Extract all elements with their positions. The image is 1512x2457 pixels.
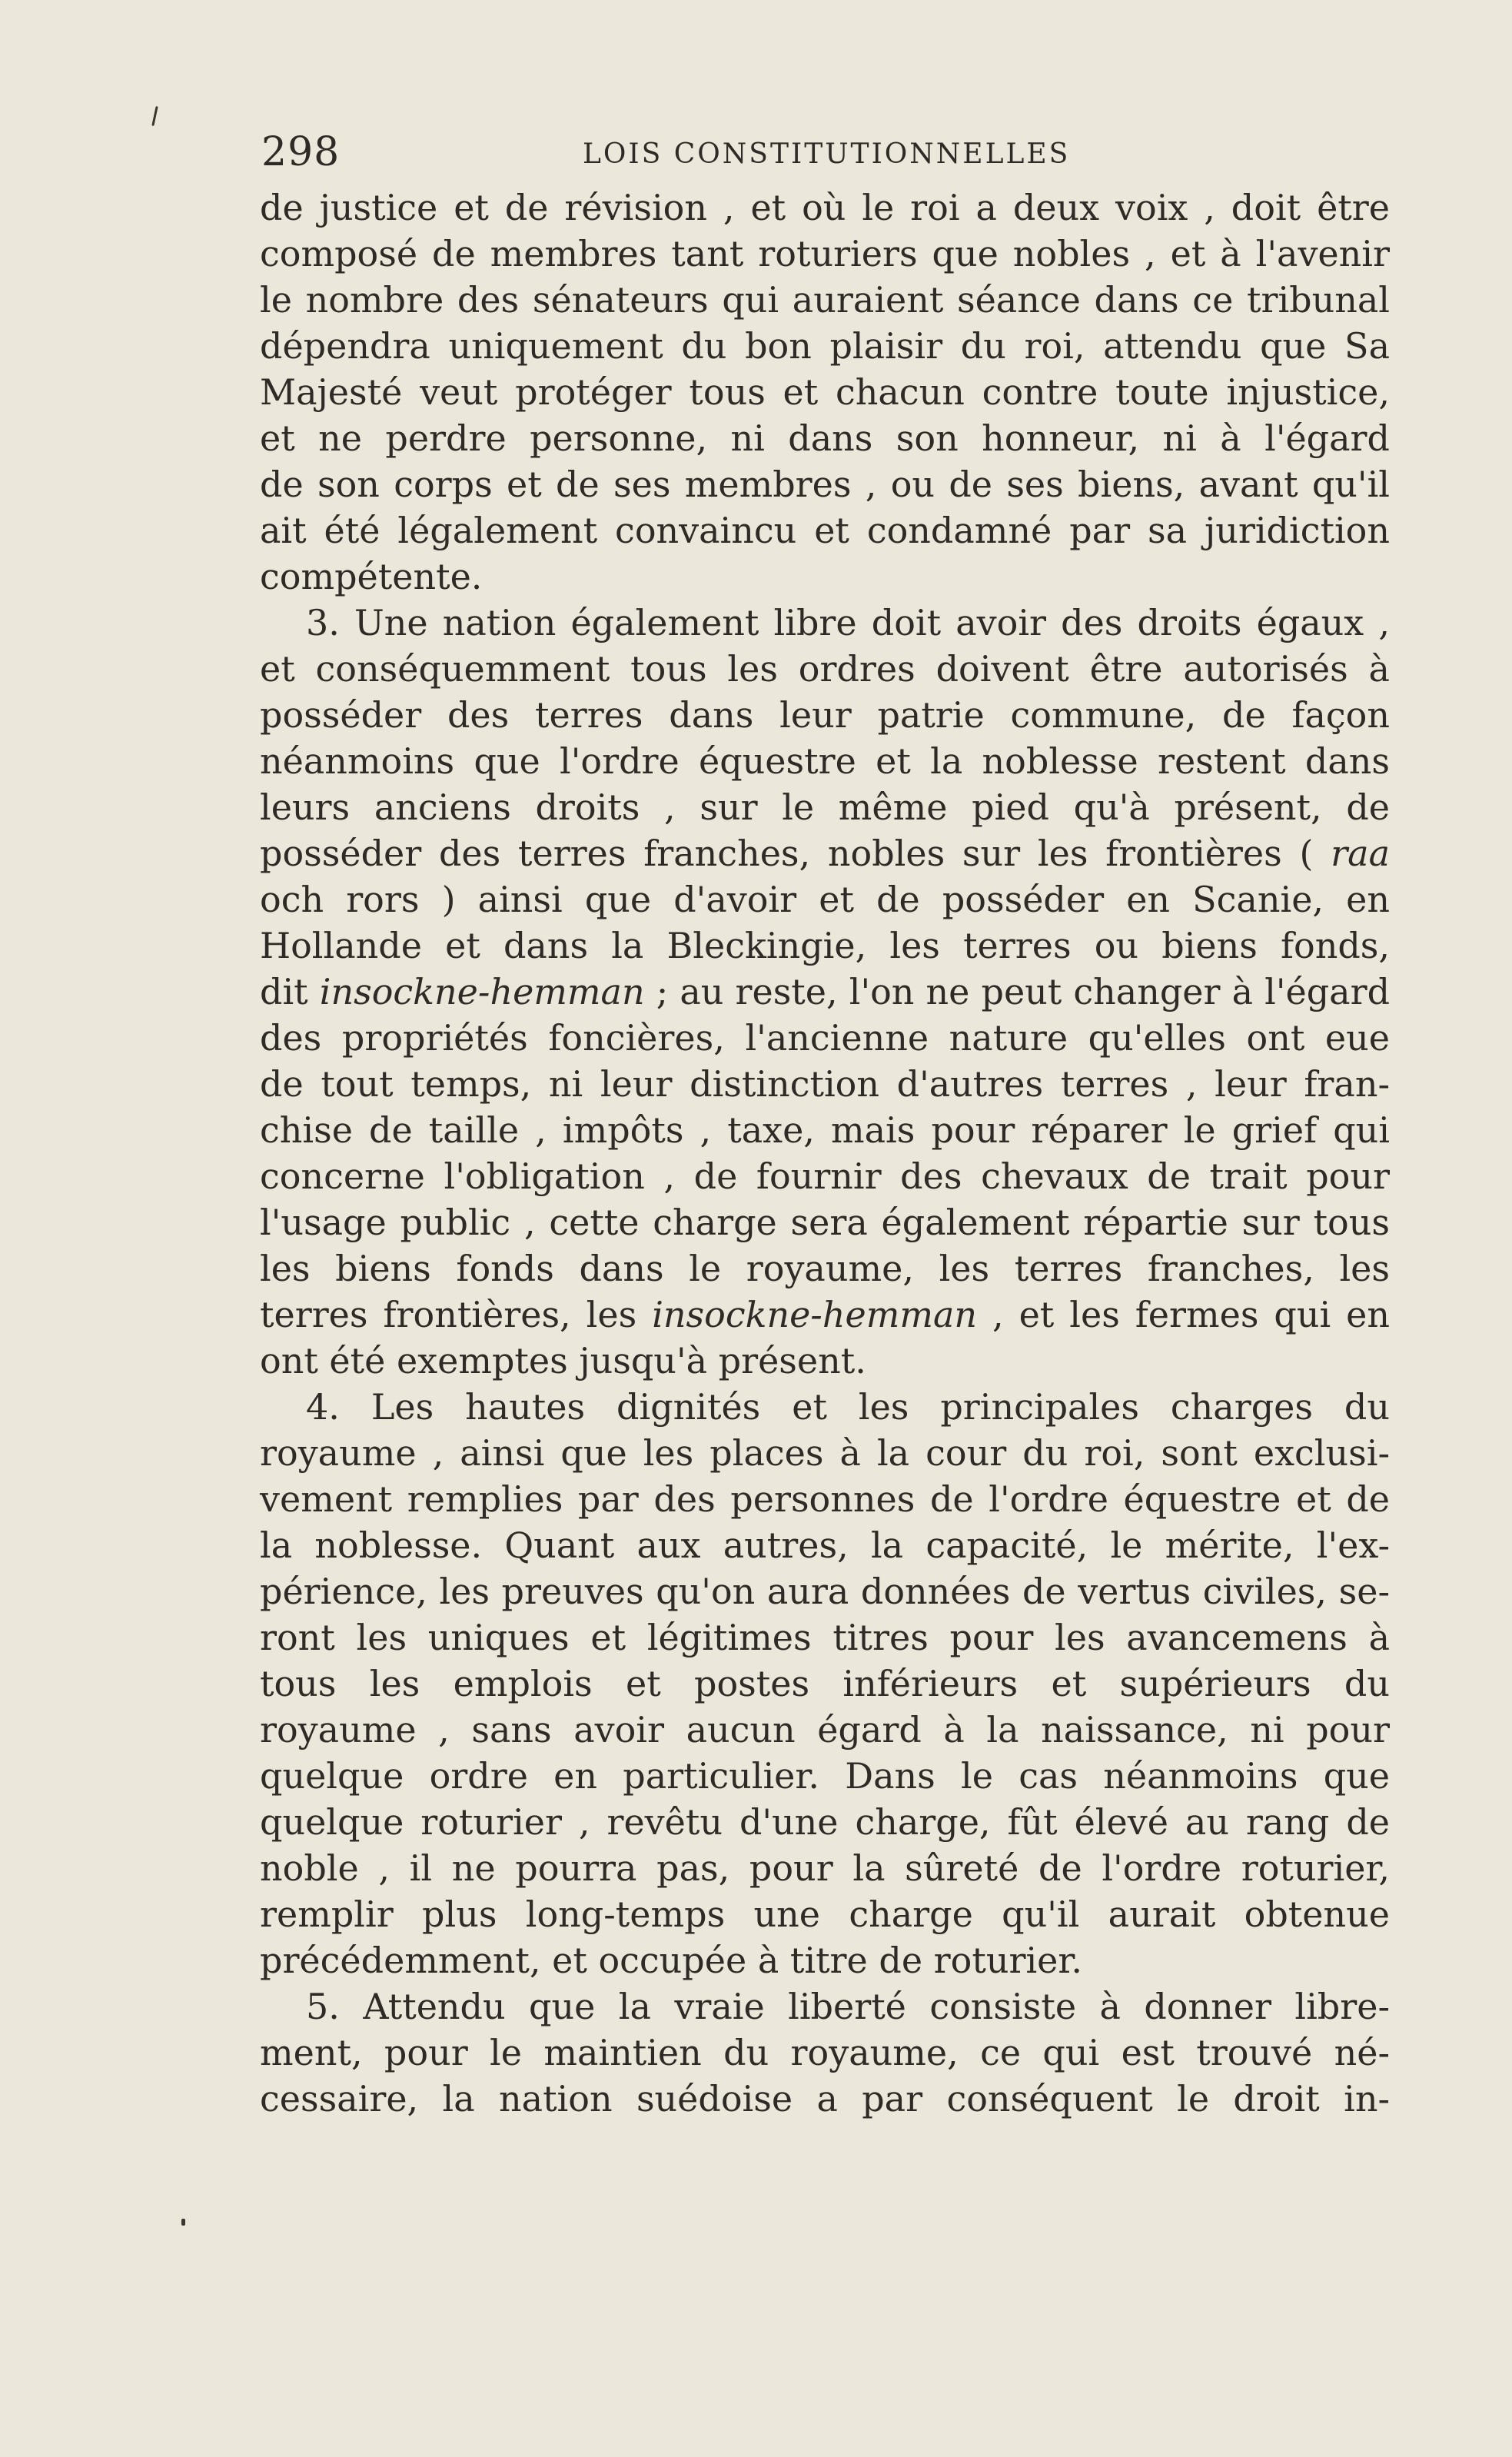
italic-term: insockne-hemman (652, 1294, 977, 1335)
text-line: de son corps et de ses membres , ou de ses biens, avant qu'il (260, 464, 1390, 505)
text-line: compétente. (260, 556, 483, 597)
article-5-start: 5. Attendu que la vraie liberté consiste à donner libre- (306, 1986, 1390, 2027)
text-line: la noblesse. Quant aux autres, la capacité, le mérite, l'ex- (260, 1524, 1390, 1566)
text-line: concerne l'obligation , de fournir des chevaux de trait pour (260, 1155, 1390, 1197)
text-line: des propriétés foncières, l'ancienne nature qu'elles ont eue (260, 1017, 1390, 1059)
text-line (260, 830, 1390, 876)
text-segment: ; au reste, l'on ne peut changer à l'égard (656, 971, 1391, 1012)
text-line (260, 969, 1390, 1015)
text-line: ait été légalement convaincu et condamné par sa juridiction (260, 510, 1390, 551)
text-line: et conséquemment tous les ordres doivent être autorisés à (260, 648, 1390, 690)
text-line: och rors ) ainsi que d'avoir et de posséder en Scanie, en (260, 879, 1390, 920)
text-line: précédemment, et occupée à titre de roturier. (260, 1940, 1082, 1981)
text-line: ment, pour le maintien du royaume, ce qui est trouvé né- (260, 2032, 1390, 2073)
text-line: de tout temps, ni leur distinction d'autres terres , leur fran- (260, 1063, 1390, 1105)
text-line: vement remplies par des personnes de l'ordre équestre et de (260, 1478, 1390, 1520)
text-segment: posséder des terres franches, nobles sur les frontières ( (260, 833, 1314, 874)
text-line: Majesté veut protéger tous et chacun contre toute injustice, (260, 371, 1390, 413)
text-line: posséder des terres dans leur patrie commune, de façon (260, 694, 1390, 736)
text-line: cessaire, la nation suédoise a par conséquent le droit in- (260, 2078, 1390, 2120)
text-line: royaume , sans avoir aucun égard à la naissance, ni pour (260, 1709, 1390, 1750)
text-line: chise de taille , impôts , taxe, mais pour réparer le grief qui (260, 1109, 1390, 1151)
text-line: ront les uniques et légitimes titres pour les avancemens à (260, 1617, 1390, 1658)
text-line: royaume , ainsi que les places à la cour du roi, sont exclusi- (260, 1432, 1390, 1474)
text-line (260, 1292, 1390, 1338)
italic-term: insockne-hemman (319, 971, 645, 1012)
text-segment: , et les fermes qui en (992, 1294, 1391, 1335)
text-line: remplir plus long-temps une charge qu'il aurait obtenue (260, 1893, 1390, 1935)
text-line: périence, les preuves qu'on aura données de vertus civiles, se- (260, 1571, 1390, 1612)
text-line: néanmoins que l'ordre équestre et la noblesse restent dans (260, 740, 1390, 782)
article-4-start: 4. Les hautes dignités et les principales charges du (306, 1386, 1390, 1428)
text-line: tous les emplois et postes inférieurs et supérieurs du (260, 1663, 1390, 1704)
text-segment: terres frontières, les (260, 1294, 637, 1335)
text-line: composé de membres tant roturiers que nobles , et à l'avenir (260, 233, 1390, 274)
margin-pencil-mark (151, 106, 158, 126)
margin-speck (181, 2219, 185, 2226)
text-line: l'usage public , cette charge sera également répartie sur tous (260, 1202, 1390, 1243)
text-segment: dit (260, 971, 308, 1012)
text-line: noble , il ne pourra pas, pour la sûreté de l'ordre roturier, (260, 1847, 1390, 1889)
text-line: dépendra uniquement du bon plaisir du roi, attendu que Sa (260, 325, 1390, 367)
text-line: quelque ordre en particulier. Dans le cas néanmoins que (260, 1755, 1390, 1797)
page-number: 298 (261, 129, 341, 175)
text-line: leurs anciens droits , sur le même pied qu'à présent, de (260, 786, 1390, 828)
text-line: et ne perdre personne, ni dans son honneur, ni à l'égard (260, 417, 1390, 459)
text-line: quelque roturier , revêtu d'une charge, fût élevé au rang de (260, 1801, 1390, 1843)
running-title: LOIS CONSTITUTIONNELLES (583, 138, 1071, 170)
body-text (260, 185, 1390, 2122)
page-header (261, 129, 1391, 183)
article-3-start: 3. Une nation également libre doit avoir des droits égaux , (306, 602, 1390, 643)
text-line: Hollande et dans la Bleckingie, les terres ou biens fonds, (260, 925, 1390, 966)
text-line: de justice et de révision , et où le roi a deux voix , doit être (260, 187, 1390, 228)
text-line: le nombre des sénateurs qui auraient séance dans ce tribunal (260, 279, 1390, 321)
text-line: ont été exemptes jusqu'à présent. (260, 1340, 866, 1381)
text-line: les biens fonds dans le royaume, les terres franches, les (260, 1248, 1390, 1289)
italic-term: raa (1331, 833, 1391, 874)
